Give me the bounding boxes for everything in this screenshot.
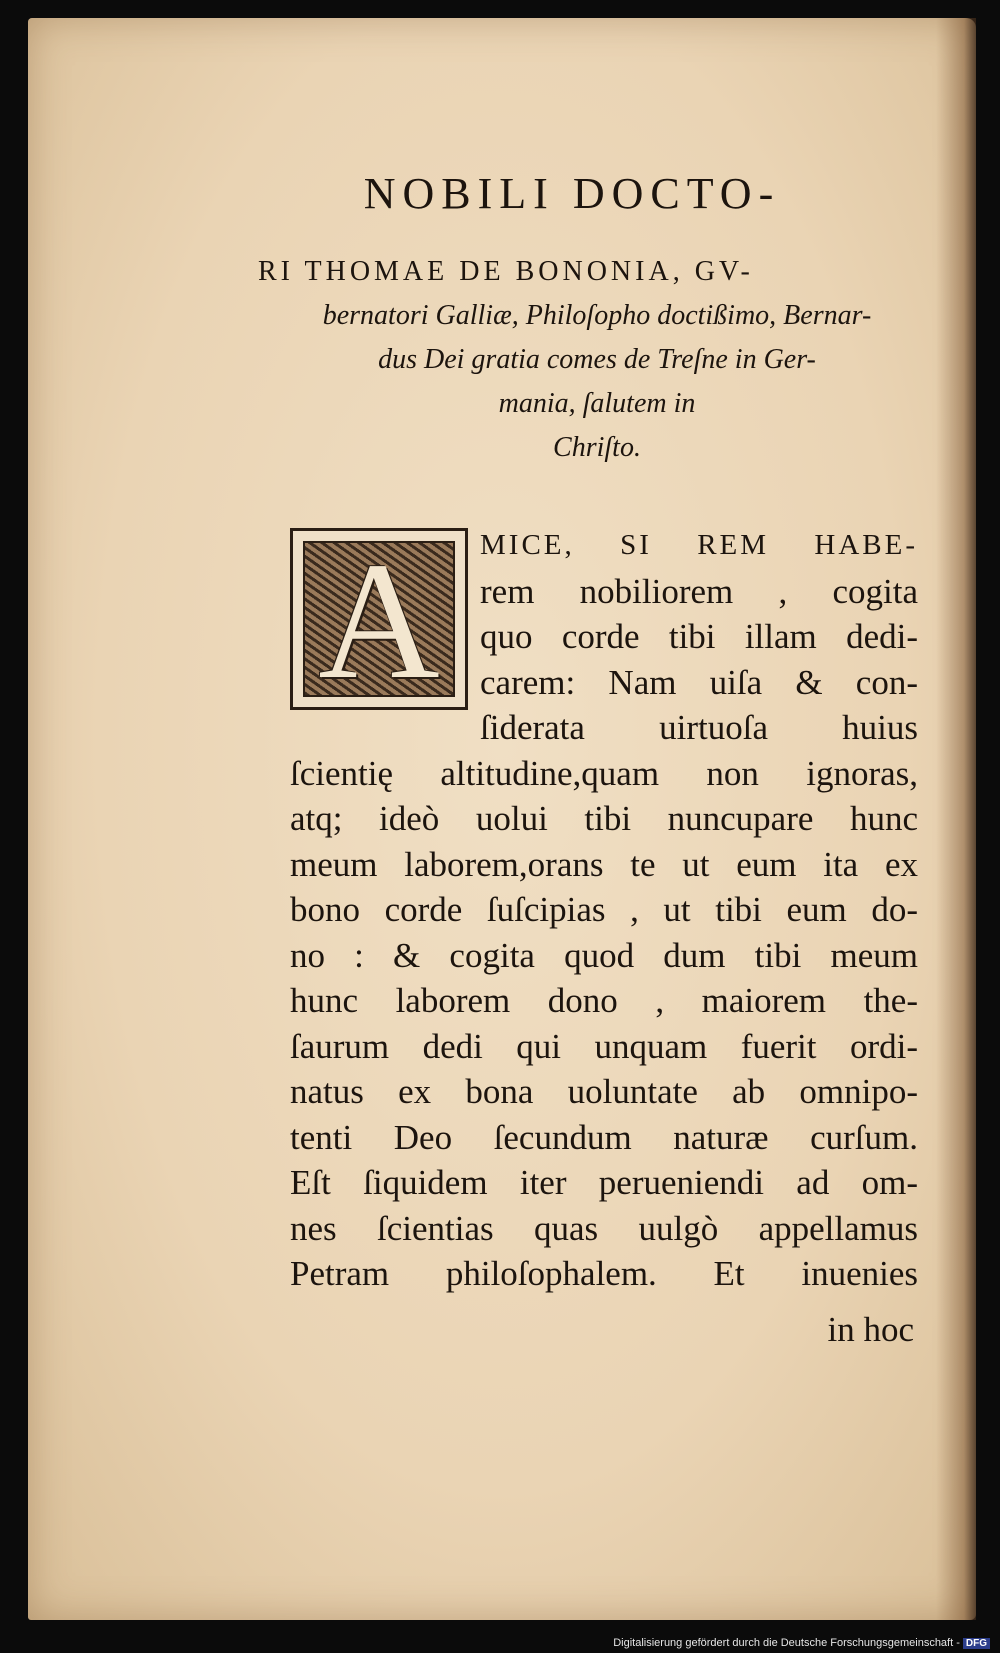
body-line: meum laborem,orans te ut eum ita ex [290,844,918,884]
catchword: in hoc [827,1310,914,1349]
body-line: carem: Nam uiſa & con- [480,662,918,702]
dedication-line: mania, ſalutem in [498,388,696,419]
body-line: MICE, SI REM HABE- [480,529,918,561]
credit-text: Digitalisierung gefördert durch die Deutsche Forschungsgemeinschaft - [613,1637,960,1649]
dedication-line: bernatori Galliæ, Philoſopho doctißimo, Bernar- [322,300,872,331]
body-line: quo corde tibi illam dedi- [480,617,918,656]
dedication-line: dus Dei gratia comes de Treſne in Ger- [378,344,816,375]
body-line: nes ſcientias quas uulgò appellamus [290,1208,918,1248]
dedication-line: Chriſto. [553,432,641,463]
body-line: natus ex bona uoluntate ab omnipo- [290,1072,918,1111]
heading-title: NOBILI DOCTO- [363,169,781,218]
initial-letter: A [318,541,440,697]
heading-subtitle: RI THOMAE DE BONONIA, GV- [258,256,754,287]
body-line: no : & cogita quod dum tibi meum [290,935,918,975]
body-line: ſiderata uirtuoſa huius [480,708,918,747]
body-line: ſaurum dedi qui unquam fuerit ordi- [290,1026,918,1066]
body-line: Eſt ſiquidem iter perueniendi ad om- [290,1163,918,1202]
digitization-credit [613,1637,990,1649]
body-line: hunc laborem dono , maiorem the- [290,981,918,1020]
book-page [28,18,976,1620]
body-line: rem nobiliorem , cogita [480,571,918,611]
dedication-block [258,294,936,470]
body-text [290,523,918,1297]
body-line: tenti Deo ſecundum naturæ curſum. [290,1117,918,1157]
body-line: Petram philoſophalem. Et inuenies [290,1254,918,1293]
body-line: atq; ideò uolui tibi nuncupare hunc [290,799,918,838]
page-edge-shadow [936,18,976,1620]
dfg-logo: DFG [963,1638,990,1649]
body-line: ſcientię altitudine,quam non ignoras, [290,753,918,793]
body-line: bono corde ſuſcipias , ut tibi eum do- [290,890,918,929]
